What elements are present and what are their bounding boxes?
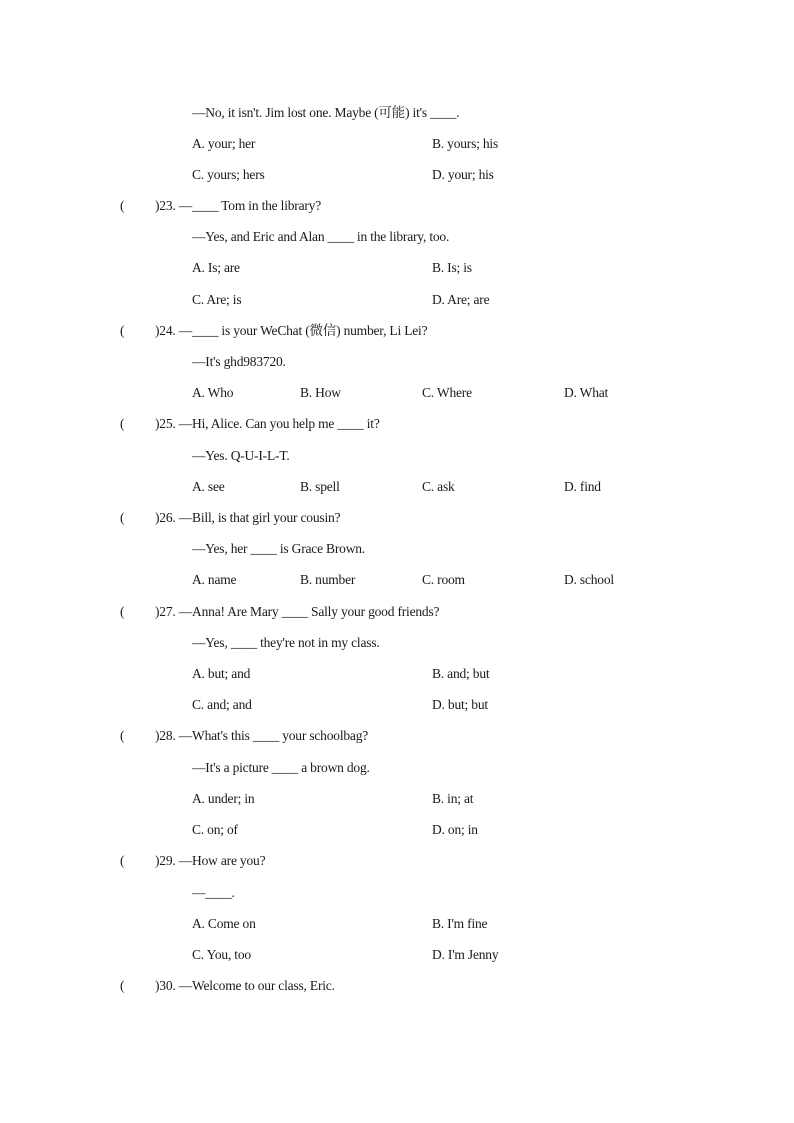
q26-reply: —Yes, her ____ is Grace Brown. xyxy=(192,541,365,556)
q23-answer-paren: ( xyxy=(120,198,125,213)
q26-option-b: B. number xyxy=(300,572,356,587)
q27-option-a: A. but; and xyxy=(192,666,251,681)
q22-reply: —No, it isn't. Jim lost one. Maybe (可能) it's ____. xyxy=(192,105,460,120)
q29-stem: )29. —How are you? xyxy=(155,853,266,868)
q22-option-c: C. yours; hers xyxy=(192,167,265,182)
q23-option-b: B. Is; is xyxy=(432,260,472,275)
q28-reply: —It's a picture ____ a brown dog. xyxy=(192,760,370,775)
q24-option-a: A. Who xyxy=(192,385,234,400)
q29-option-c: C. You, too xyxy=(192,947,251,962)
q25-reply: —Yes. Q-U-I-L-T. xyxy=(192,448,290,463)
q28-option-a: A. under; in xyxy=(192,791,255,806)
q24-answer-paren: ( xyxy=(120,323,125,338)
q30-stem: )30. —Welcome to our class, Eric. xyxy=(155,978,335,993)
q27-reply: —Yes, ____ they're not in my class. xyxy=(192,635,380,650)
q29-option-b: B. I'm fine xyxy=(432,916,488,931)
q28-option-b: B. in; at xyxy=(432,791,474,806)
q26-option-d: D. school xyxy=(564,572,614,587)
q25-option-a: A. see xyxy=(192,479,225,494)
q23-option-a: A. Is; are xyxy=(192,260,240,275)
q26-answer-paren: ( xyxy=(120,510,125,525)
q29-reply: —____. xyxy=(192,885,235,900)
q26-stem: )26. —Bill, is that girl your cousin? xyxy=(155,510,341,525)
q22-option-a: A. your; her xyxy=(192,136,256,151)
q24-option-c: C. Where xyxy=(422,385,472,400)
q24-stem: )24. —____ is your WeChat (微信) number, Li Lei? xyxy=(155,323,428,338)
q25-answer-paren: ( xyxy=(120,416,125,431)
q29-answer-paren: ( xyxy=(120,853,125,868)
q24-reply: —It's ghd983720. xyxy=(192,354,286,369)
q25-option-c: C. ask xyxy=(422,479,455,494)
q29-option-a: A. Come on xyxy=(192,916,256,931)
q27-stem: )27. —Anna! Are Mary ____ Sally your good friends? xyxy=(155,604,440,619)
q30-answer-paren: ( xyxy=(120,978,125,993)
q23-stem: )23. —____ Tom in the library? xyxy=(155,198,322,213)
q23-option-c: C. Are; is xyxy=(192,292,242,307)
q27-option-c: C. and; and xyxy=(192,697,252,712)
q24-option-b: B. How xyxy=(300,385,341,400)
q23-reply: —Yes, and Eric and Alan ____ in the library, too. xyxy=(192,229,450,244)
q25-option-b: B. spell xyxy=(300,479,340,494)
q26-option-c: C. room xyxy=(422,572,465,587)
q25-option-d: D. find xyxy=(564,479,601,494)
q28-option-d: D. on; in xyxy=(432,822,478,837)
q28-stem: )28. —What's this ____ your schoolbag? xyxy=(155,728,369,743)
q26-option-a: A. name xyxy=(192,572,237,587)
q22-option-d: D. your; his xyxy=(432,167,494,182)
q23-option-d: D. Are; are xyxy=(432,292,490,307)
q24-option-d: D. What xyxy=(564,385,609,400)
q25-stem: )25. —Hi, Alice. Can you help me ____ it? xyxy=(155,416,380,431)
q27-option-b: B. and; but xyxy=(432,666,490,681)
q28-option-c: C. on; of xyxy=(192,822,238,837)
q27-option-d: D. but; but xyxy=(432,697,488,712)
q28-answer-paren: ( xyxy=(120,728,125,743)
q29-option-d: D. I'm Jenny xyxy=(432,947,499,962)
q22-option-b: B. yours; his xyxy=(432,136,499,151)
q27-answer-paren: ( xyxy=(120,604,125,619)
